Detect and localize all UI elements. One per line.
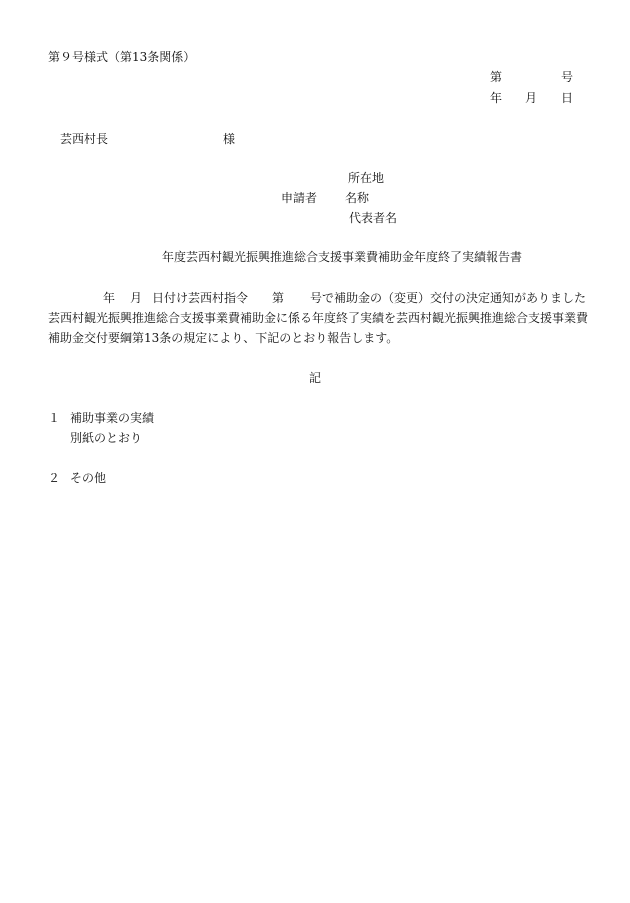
body-line-2: 芸西村観光振興推進総合支援事業費補助金に係る年度終了実績を芸西村観光振興推進総合支援事業費 [48, 311, 589, 325]
body-year-label: 年 [103, 291, 116, 305]
addressee-name: 芸西村長 [60, 132, 109, 146]
item-1-number: １ [48, 411, 61, 425]
applicant-name-label: 名称 [345, 191, 370, 205]
address-label: 所在地 [348, 171, 385, 185]
date-day-label: 日 [561, 91, 574, 105]
doc-number-prefix: 第 [490, 70, 503, 84]
date-year-label: 年 [490, 91, 503, 105]
representative-label: 代表者名 [349, 211, 398, 225]
ki-heading: 記 [309, 371, 322, 385]
body-dai-label: 第 [272, 291, 285, 305]
document-title: 年度芸西村観光振興推進総合支援事業費補助金年度終了実績報告書 [162, 250, 523, 264]
form-number: 第９号様式（第13条関係） [48, 50, 196, 64]
item-2-label: その他 [70, 471, 107, 485]
body-day-phrase: 日付け芸西村指令 [152, 291, 249, 305]
body-line1-rest: 号で補助金の（変更）交付の決定通知がありました [310, 291, 587, 305]
addressee-honorific: 様 [223, 132, 236, 146]
applicant-label: 申請者 [281, 191, 318, 205]
body-line-3: 補助金交付要綱第13条の規定により、下記のとおり報告します。 [48, 331, 399, 345]
doc-number-suffix: 号 [561, 70, 574, 84]
item-1-detail: 別紙のとおり [70, 431, 143, 445]
date-month-label: 月 [525, 91, 538, 105]
body-month-label: 月 [130, 291, 143, 305]
item-1-label: 補助事業の実績 [70, 411, 155, 425]
item-2-number: ２ [48, 471, 61, 485]
